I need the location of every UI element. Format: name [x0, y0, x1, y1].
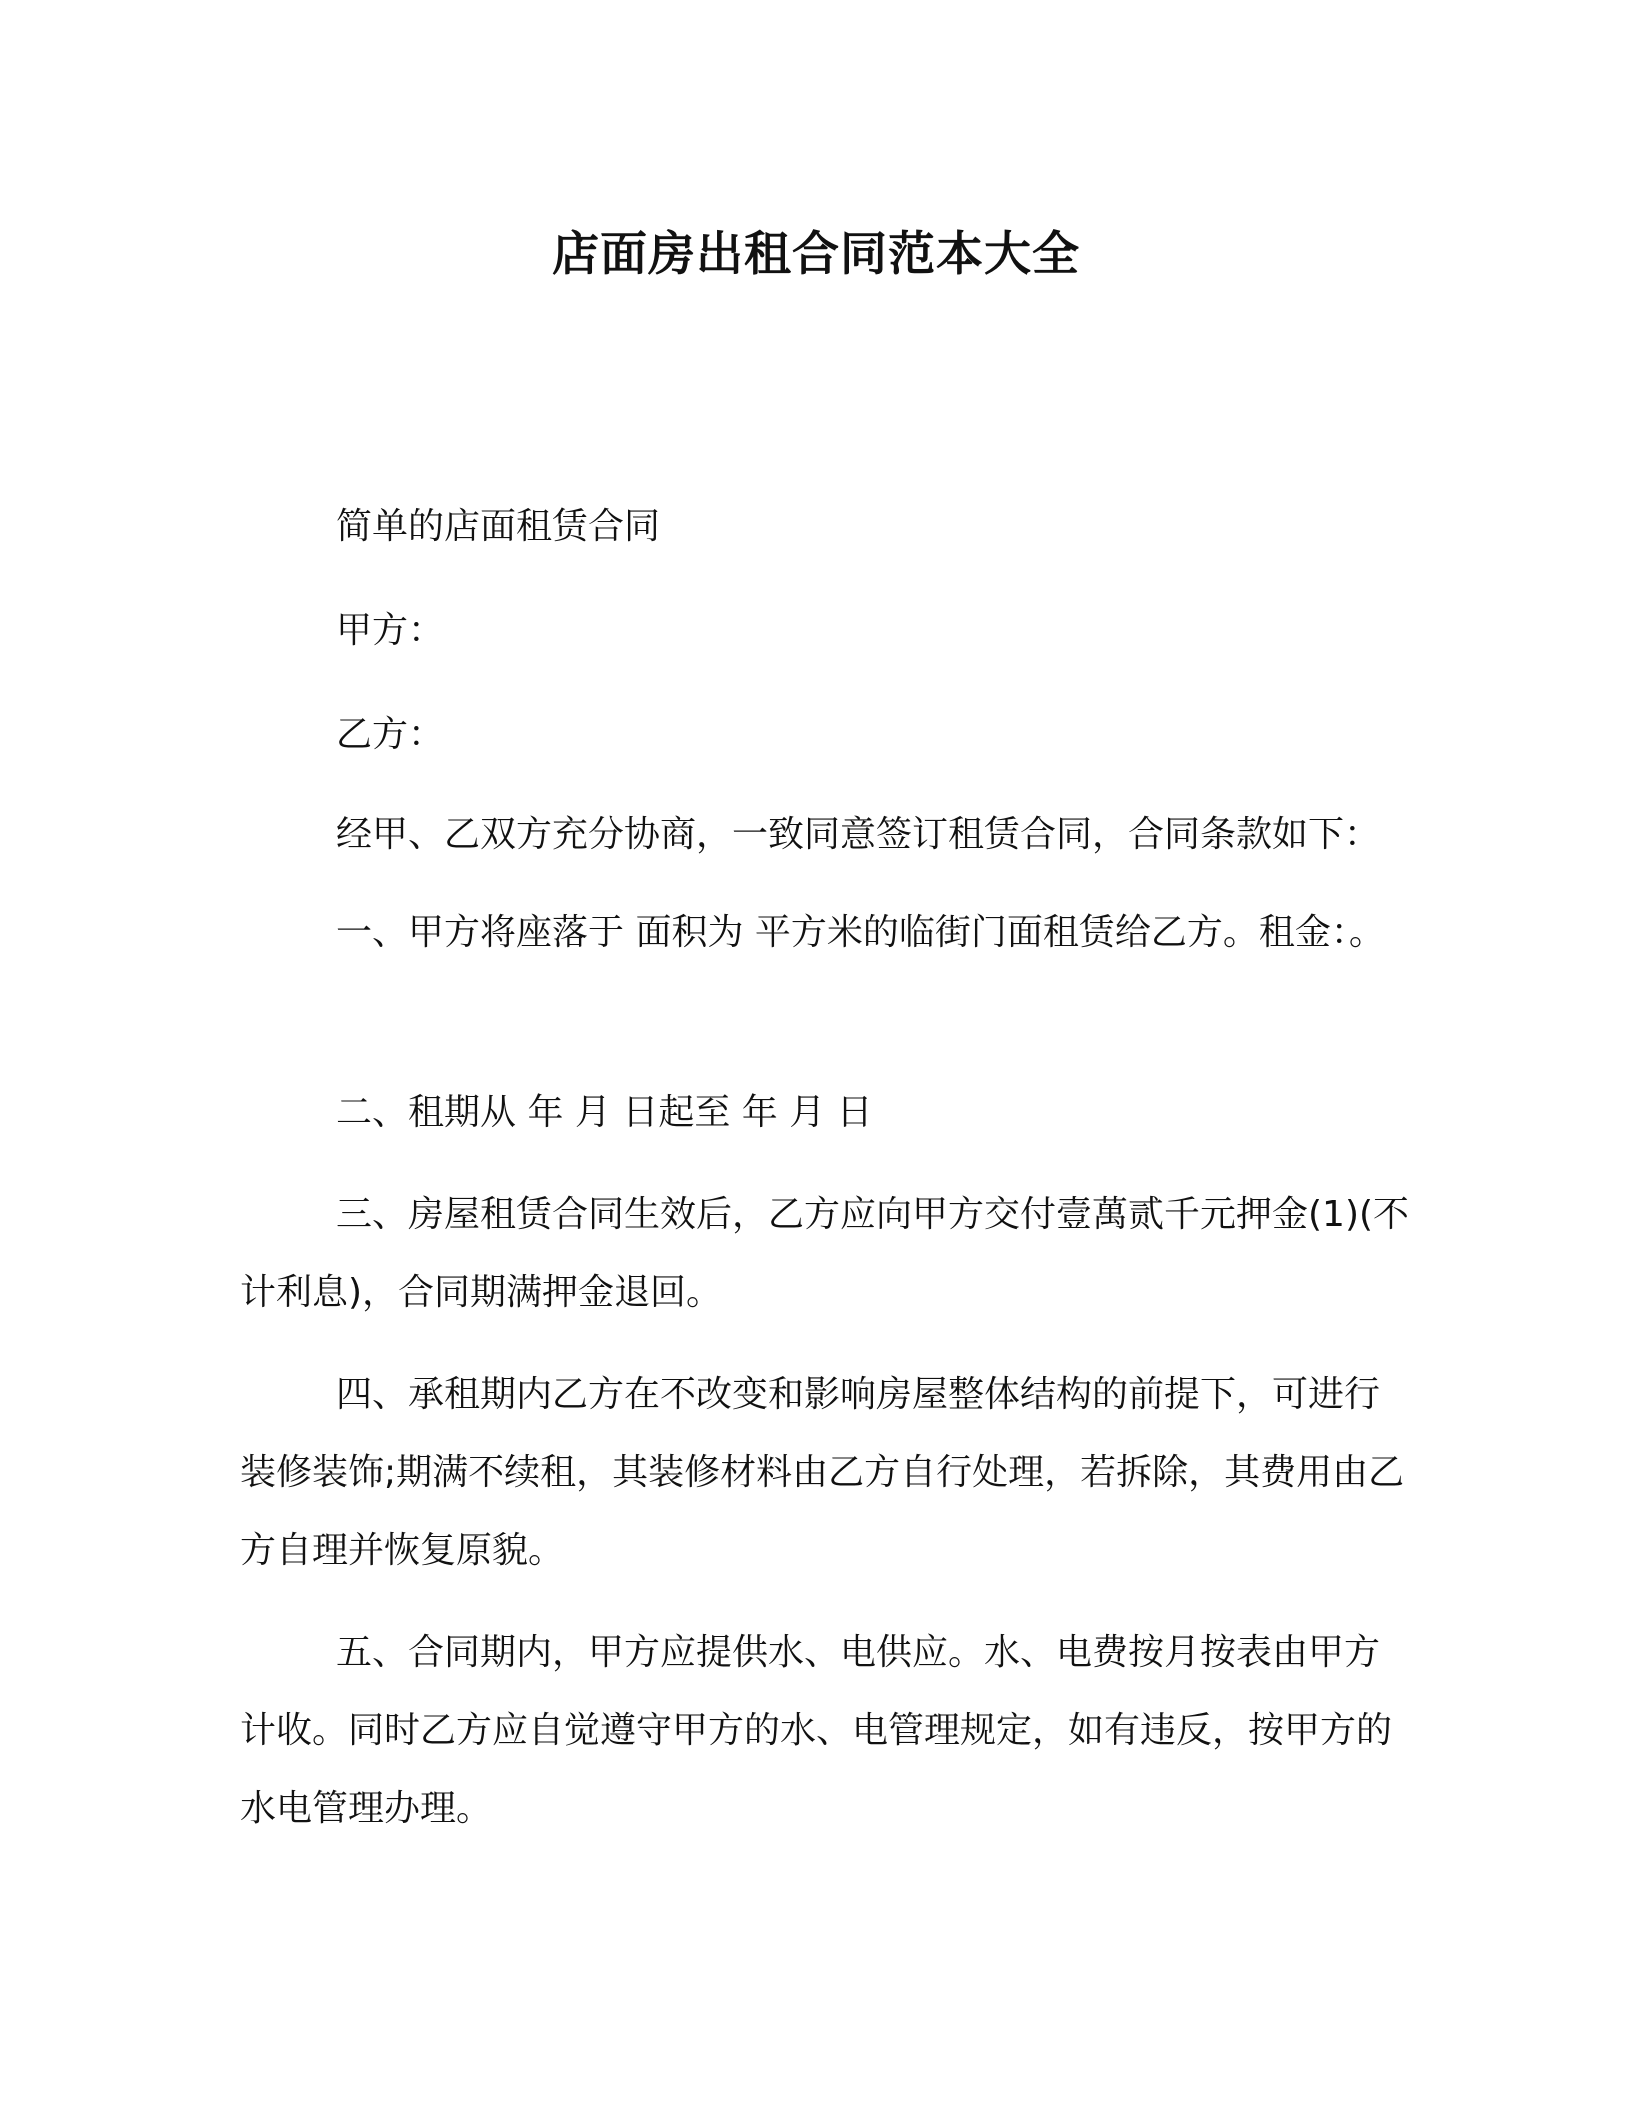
paragraph-party-b: 乙方： [336, 714, 445, 755]
paragraph-subtitle: 简单的店面租赁合同 [336, 506, 661, 547]
paragraph-clause-1: 一、甲方将座落于 面积为 平方米的临街门面租赁给乙方。租金：。 [336, 912, 1385, 953]
paragraph-clause-2: 二、租期从 年 月 日起至 年 月 日 [336, 1092, 873, 1133]
paragraph-party-a: 甲方： [336, 610, 445, 651]
paragraph-clause-4: 四、承租期内乙方在不改变和影响房屋整体结构的前提下，可进行装修装饰;期满不续租，其装修材料由乙方自行处理，若拆除，其费用由乙方自理并恢复原貌。 [240, 1374, 1405, 1571]
paragraph-clause-5: 五、合同期内，甲方应提供水、电供应。水、电费按月按表由甲方计收。同时乙方应自觉遵守甲方的水、电管理规定，如有违反，按甲方的水电管理办理。 [240, 1632, 1393, 1829]
paragraph-intro: 经甲、乙双方充分协商，一致同意签订租赁合同，合同条款如下： [336, 814, 1381, 855]
paragraph-clause-3: 三、房屋租赁合同生效后，乙方应向甲方交付壹萬贰千元押金(1)(不计利息)，合同期满押金退回。 [240, 1194, 1410, 1313]
document-title: 店面房出租合同范本大全 [552, 227, 1080, 282]
